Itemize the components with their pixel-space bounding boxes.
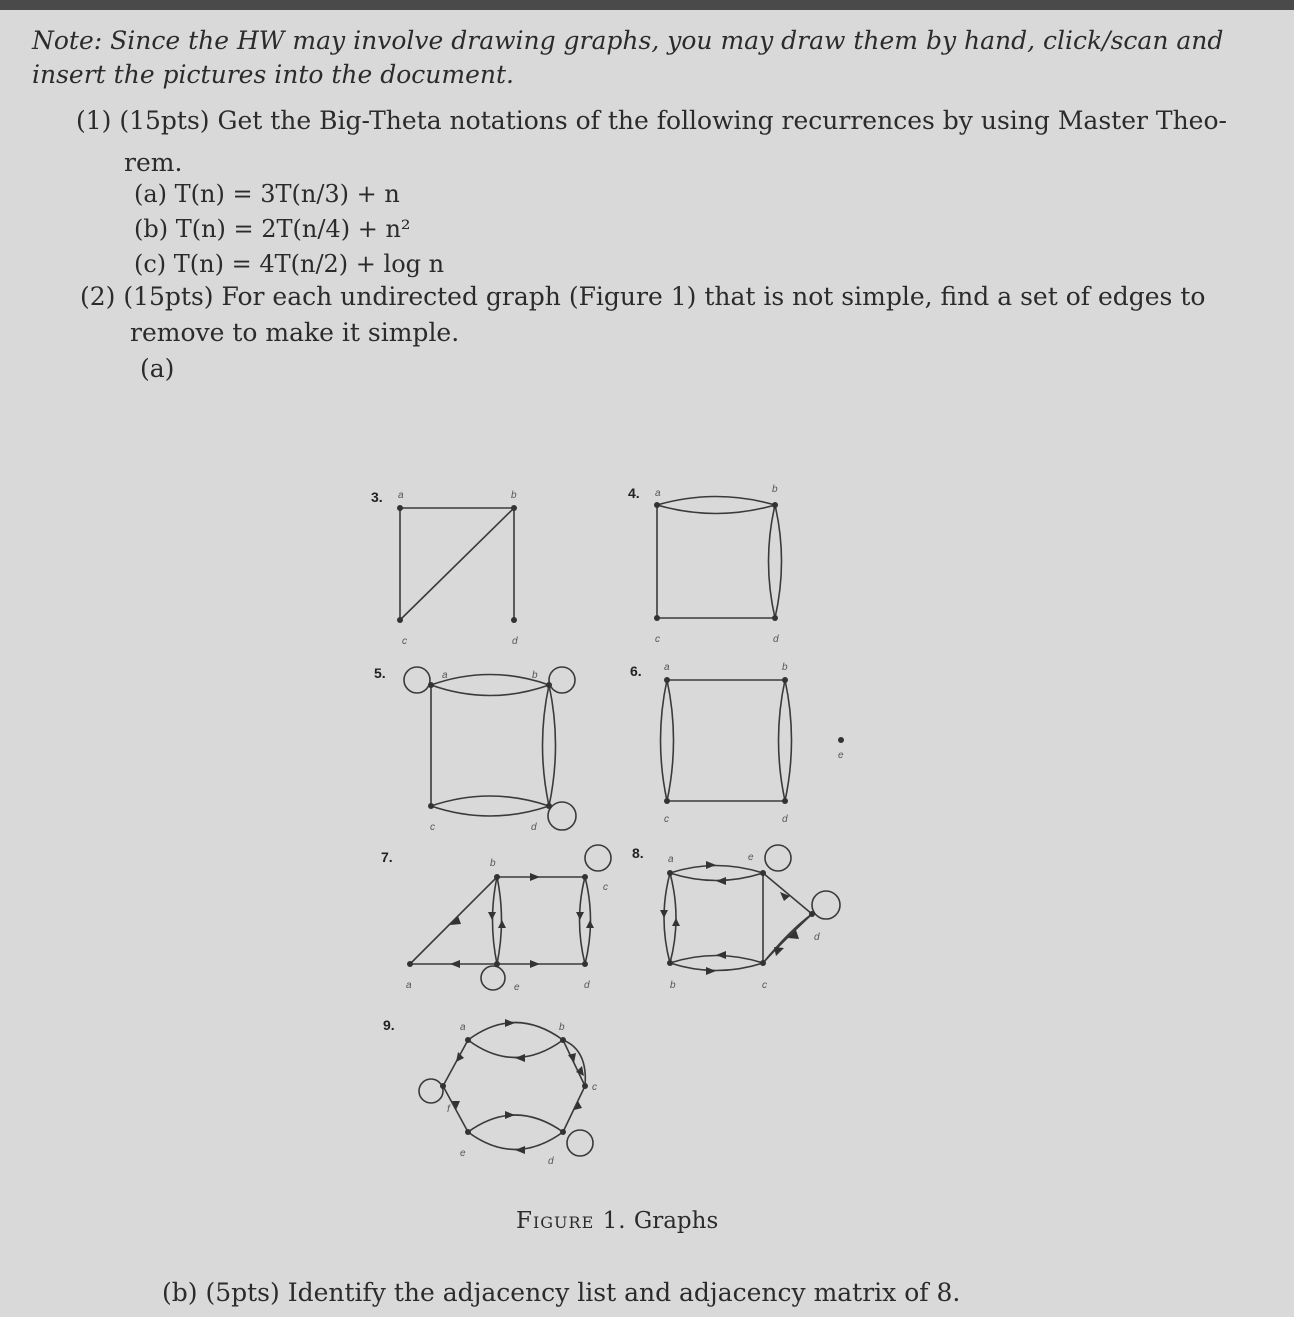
question-2b: (b) (5pts) Identify the adjacency list and adjacency matrix of 8. [162, 1278, 961, 1307]
vertex-label-a: a [460, 1022, 466, 1033]
vertex-label-d: d [814, 932, 820, 943]
vertex-label-c: c [430, 822, 435, 833]
figure-caption [516, 1208, 718, 1234]
question-1c: (c) T(n) = 4T(n/2) + log n [134, 250, 445, 278]
vertex-label-c: c [655, 634, 660, 645]
question-1b: (b) T(n) = 2T(n/4) + n² [134, 215, 411, 243]
graph-number-4: 4. [628, 485, 640, 501]
graph-number-5: 5. [374, 665, 386, 681]
graph-number-8: 8. [632, 845, 644, 861]
graph-7 [381, 845, 611, 993]
graph-6 [630, 662, 844, 825]
graph-number-6: 6. [630, 663, 642, 679]
figure-caption-text: Graphs [633, 1208, 719, 1234]
vertex-label-d: d [782, 814, 788, 825]
question-1a: (a) T(n) = 3T(n/3) + n [134, 180, 400, 208]
vertex-label-d: d [548, 1156, 554, 1167]
graph-5 [374, 665, 576, 833]
question-1-line-2: rem. [124, 148, 183, 177]
vertex-label-b: b [559, 1022, 565, 1033]
vertex-label-e: e [748, 852, 754, 863]
graph-number-7: 7. [381, 849, 393, 865]
note-line-1: Note: Since the HW may involve drawing graphs, you may draw them by hand, click/scan and [32, 26, 1224, 55]
vertex-label-d: d [512, 636, 518, 647]
vertex-label-b: b [772, 484, 778, 495]
question-2-line-2: remove to make it simple. [130, 318, 460, 347]
note-line-2: insert the pictures into the document. [32, 60, 515, 89]
question-2a: (a) [140, 354, 175, 383]
vertex-label-e: e [838, 750, 844, 761]
question-1-line-1: (1) (15pts) Get the Big-Theta notations of the following recurrences by using Master Theo- [76, 106, 1227, 135]
vertex-label-c: c [402, 636, 407, 647]
vertex-label-c: c [664, 814, 669, 825]
vertex-label-a: a [442, 670, 448, 681]
figure-caption-label: Figure 1. [516, 1208, 627, 1234]
vertex-label-a: a [664, 662, 670, 673]
vertex-label-b: b [670, 980, 676, 991]
vertex-label-d: d [531, 822, 537, 833]
vertex-label-a: a [655, 488, 661, 499]
graph-number-3: 3. [371, 489, 383, 505]
vertex-label-b: b [782, 662, 788, 673]
vertex-label-a: a [406, 980, 412, 991]
vertex-label-c: c [592, 1082, 597, 1093]
graph-4 [628, 484, 782, 645]
vertex-label-b: b [532, 670, 538, 681]
vertex-label-e: e [514, 982, 520, 993]
graph-number-9: 9. [383, 1017, 395, 1033]
vertex-label-e: e [460, 1148, 466, 1159]
vertex-label-d: d [584, 980, 590, 991]
vertex-label-c: c [603, 882, 608, 893]
graph-9 [383, 1017, 597, 1167]
vertex-label-d: d [773, 634, 779, 645]
graph-8 [632, 845, 840, 991]
vertex-label-a: a [398, 490, 404, 501]
vertex-label-b: b [490, 858, 496, 869]
vertex-label-c: c [762, 980, 767, 991]
question-2-line-1: (2) (15pts) For each undirected graph (Figure 1) that is not simple, find a set of edges to [80, 282, 1206, 311]
vertex-label-f: f [447, 1104, 450, 1115]
vertex-label-b: b [511, 490, 517, 501]
graph-3 [371, 489, 518, 647]
vertex-label-a: a [668, 854, 674, 865]
